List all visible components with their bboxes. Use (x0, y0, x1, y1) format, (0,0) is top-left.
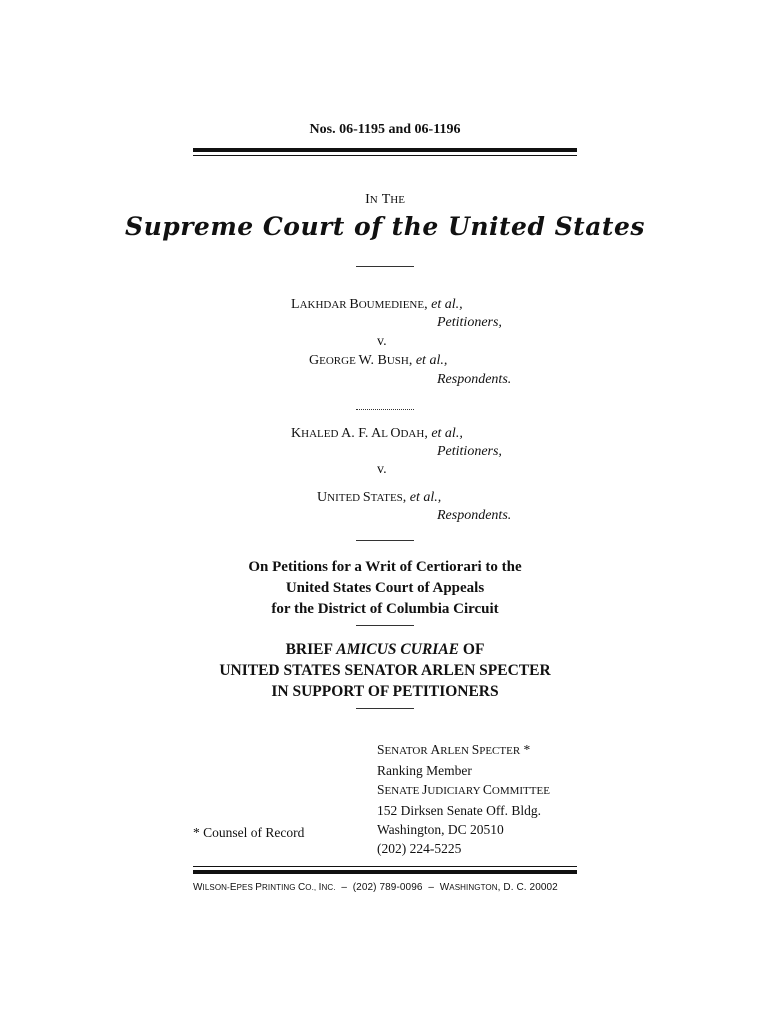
brief-line-2: UNITED STATES SENATOR ARLEN SPECTER (219, 662, 551, 679)
top-rule-thin (193, 155, 577, 156)
brief-line-1: BRIEF AMICUS CURIAE OF (285, 641, 485, 658)
counsel-block (377, 740, 550, 858)
case1-versus: v. (377, 334, 387, 349)
docket-number: Nos. 06-1195 and 06-1196 (309, 122, 461, 137)
counsel-of-record-note: * Counsel of Record (193, 825, 305, 840)
counsel-phone: (202) 224-5225 (377, 841, 462, 856)
case2-respondent: UNITED STATES, et al., (317, 490, 442, 505)
footer-separator: – (428, 882, 434, 893)
top-rule-thick (193, 148, 577, 152)
divider-1 (356, 266, 414, 267)
petition-line-1: On Petitions for a Writ of Certiorari to the (248, 559, 522, 575)
case2-respondent-role: Respondents. (437, 508, 512, 523)
case1-respondent-role: Respondents. (437, 372, 512, 387)
brief-line-3: IN SUPPORT OF PETITIONERS (271, 683, 499, 700)
in-the-heading: IN THE (365, 192, 405, 207)
printer-footer (193, 882, 558, 893)
court-name: Supreme Court of the United States (125, 212, 645, 241)
case1-petitioner-role: Petitioners, (437, 315, 502, 330)
case2-petitioner-role: Petitioners, (437, 444, 502, 459)
petition-line-3: for the District of Columbia Circuit (271, 601, 499, 617)
case1-respondent: GEORGE W. BUSH, et al., (309, 353, 448, 368)
brief-title (0, 639, 770, 702)
divider-4 (356, 625, 414, 626)
counsel-committee: SENATE JUDICIARY COMMITTEE (377, 782, 550, 797)
counsel-address: 152 Dirksen Senate Off. Bldg. (377, 803, 541, 818)
counsel-name: SENATOR ARLEN SPECTER * (377, 742, 531, 757)
petition-line-2: United States Court of Appeals (285, 580, 485, 596)
bottom-rule-thick (193, 870, 577, 874)
footer-separator: – (341, 882, 347, 893)
counsel-city: Washington, DC 20510 (377, 822, 504, 837)
petition-description (0, 557, 770, 620)
case2-petitioner: KHALED A. F. AL ODAH, et al., (291, 426, 463, 441)
case1-petitioner: LAKHDAR BOUMEDIENE, et al., (291, 297, 463, 312)
divider-3 (356, 540, 414, 541)
printer-phone: (202) 789-0096 (352, 882, 423, 893)
printer-city: WASHINGTON, D. C. 20002 (439, 882, 558, 893)
divider-2 (356, 409, 414, 410)
divider-5 (356, 708, 414, 709)
counsel-title: Ranking Member (377, 763, 472, 778)
printer-name: WILSON-EPES PRINTING CO., INC. (193, 882, 336, 893)
bottom-rule-thin (193, 866, 577, 867)
case2-versus: v. (377, 462, 387, 477)
